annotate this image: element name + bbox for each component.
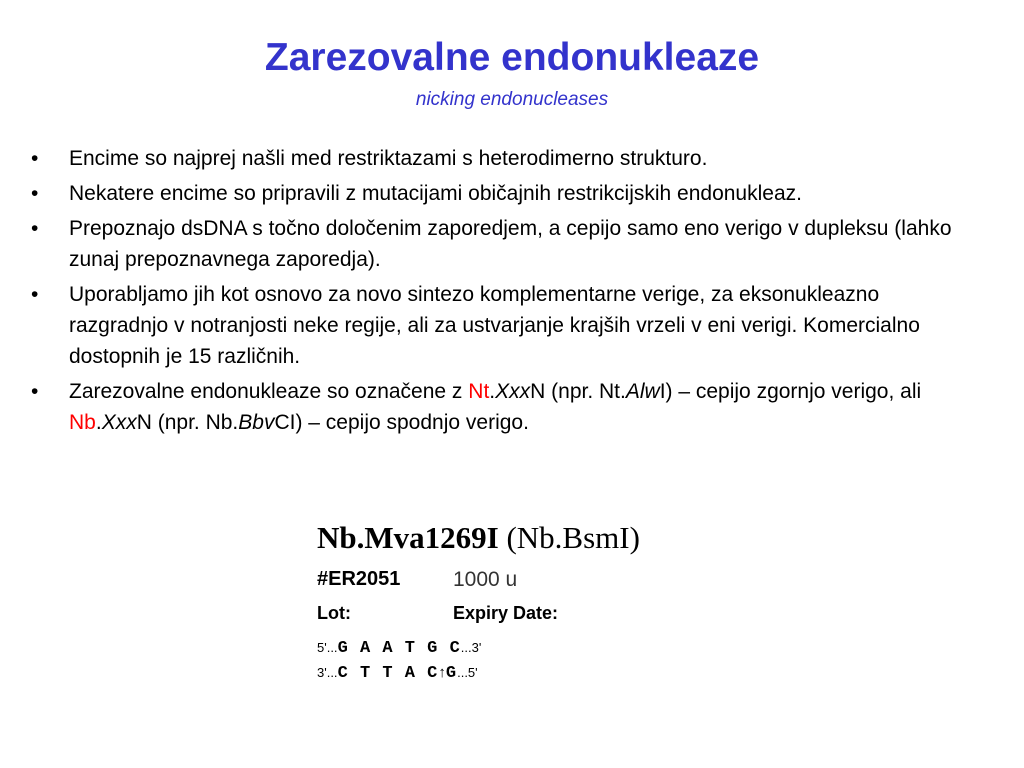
bullet-item: • Encime so najprej našli med restriktazami s heterodimerno strukturo. [28, 143, 978, 174]
alw-italic: Alw [625, 380, 660, 403]
seq-end: 3'... [317, 665, 338, 680]
bullet-text: CI) – cepijo spodnjo verigo. [274, 411, 529, 434]
seq-bases: G A A T G C [337, 639, 461, 658]
seq-bases: C T T A C [337, 664, 439, 683]
expiry-label: Expiry Date: [453, 603, 559, 623]
bullet-text: Zarezovalne endonukleaze so označene z [69, 380, 469, 403]
nt-prefix: Nt [468, 380, 490, 403]
xxx-italic: Xxx [495, 380, 531, 403]
units-value: 1000 u [453, 568, 518, 591]
catalog-number: #ER2051 [317, 568, 401, 590]
page-subtitle: nicking endonucleases [415, 89, 609, 110]
enzyme-label [310, 512, 710, 692]
bbv-italic: Bbv [238, 411, 275, 434]
bullet-text: N (npr. Nb. [136, 411, 239, 434]
sequence-bottom-strand [317, 664, 478, 683]
page-title: Zarezovalne endonukleaze [264, 36, 760, 79]
seq-end: 5'... [317, 640, 338, 655]
bullet-list [28, 143, 978, 442]
sequence-top-strand [317, 639, 481, 658]
cut-arrow-icon: ↑ [438, 664, 446, 681]
lot-label: Lot: [317, 603, 351, 623]
enzyme-name-alt: (Nb.BsmI) [498, 520, 640, 555]
enzyme-name-bold: Nb.Mva1269I [317, 520, 499, 555]
bullet-text: I) – cepijo zgornjo verigo, ali [659, 380, 922, 403]
bullet-item [28, 376, 978, 438]
bullet-text: . [95, 411, 102, 434]
seq-end: ...3' [460, 640, 482, 655]
bullet-item: • Uporabljamo jih kot osnovo za novo sintezo komplementarne verige, za eksonukleazno razgradnjo v notranjosti neke regije, ali za ustvarjanje krajših vrzeli v eni verigi. Komercialno dostopnih je 15 različnih. [28, 279, 978, 372]
xxx-italic: Xxx [101, 411, 137, 434]
bullet-text: . [489, 380, 496, 403]
seq-bases: G [445, 664, 458, 683]
enzyme-name [317, 520, 640, 556]
bullet-item: • Prepoznajo dsDNA s točno določenim zaporedjem, a cepijo samo eno verigo v dupleksu (lahko zunaj prepoznavnega zaporedja). [28, 213, 978, 275]
nb-prefix: Nb [69, 411, 96, 434]
bullet-text: N (npr. Nt. [530, 380, 626, 403]
seq-end: ...5' [457, 665, 478, 680]
bullet-item: • Nekatere encime so pripravili z mutacijami običajnih restrikcijskih endonukleaz. [28, 178, 978, 209]
